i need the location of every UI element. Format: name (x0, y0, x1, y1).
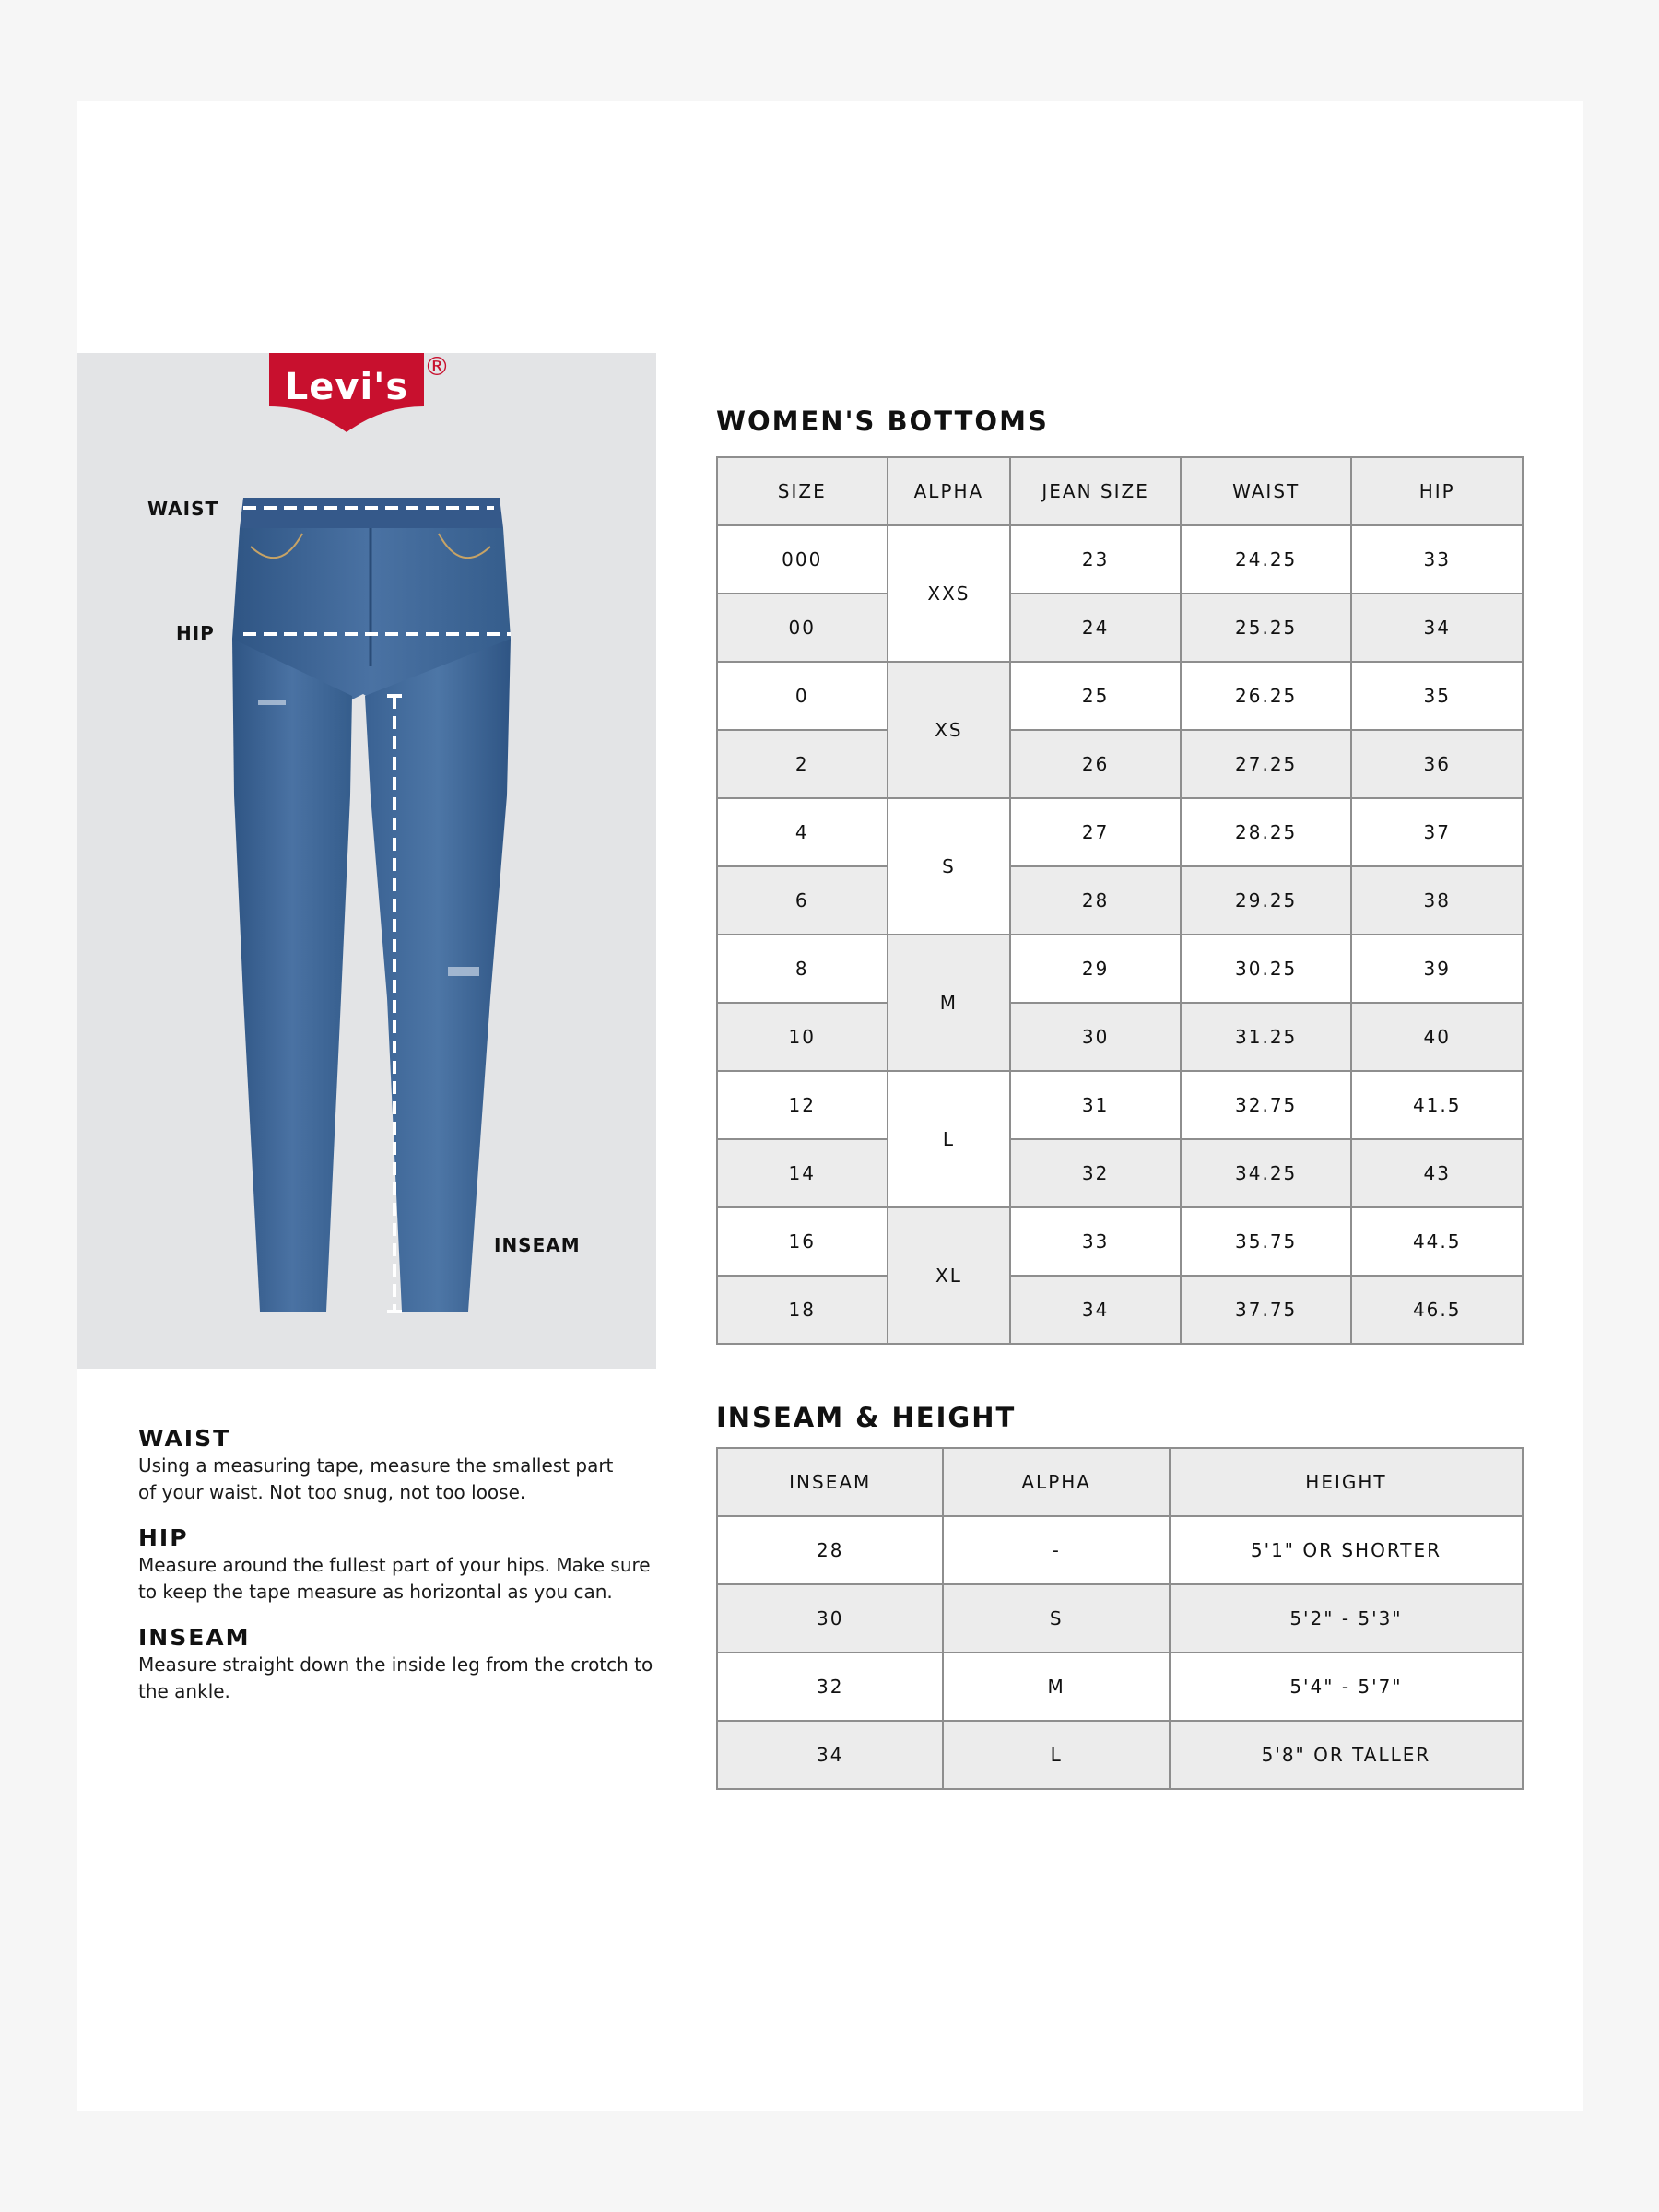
header-height: HEIGHT (1170, 1448, 1523, 1516)
table-row: 000 XXS 23 24.25 33 (717, 525, 1523, 594)
header-alpha: ALPHA (888, 457, 1011, 525)
registered-mark: ® (424, 353, 450, 382)
table-row: 28 - 5'1" OR SHORTER (717, 1516, 1523, 1584)
table-row: 8 M 29 30.25 39 (717, 935, 1523, 1003)
measuring-guide (138, 1425, 664, 1724)
header-jean-size: JEAN SIZE (1010, 457, 1181, 525)
guide-item-waist (138, 1425, 664, 1506)
guide-item-hip (138, 1524, 664, 1606)
alpha-cell: XXS (888, 525, 1011, 662)
guide-item-inseam (138, 1624, 664, 1705)
header-waist: WAIST (1181, 457, 1352, 525)
alpha-cell: L (888, 1071, 1011, 1207)
jeans-waistband (240, 498, 503, 528)
table-header-row (717, 457, 1523, 525)
guide-title: WAIST (138, 1425, 231, 1452)
table-row: 32 M 5'4" - 5'7" (717, 1653, 1523, 1721)
jeans-right-leg (365, 639, 511, 1312)
header-hip: HIP (1351, 457, 1523, 525)
alpha-cell: M (888, 935, 1011, 1071)
table-row: 30 S 5'2" - 5'3" (717, 1584, 1523, 1653)
table-row: 12 L 31 32.75 41.5 (717, 1071, 1523, 1139)
alpha-cell: XS (888, 662, 1011, 798)
alpha-cell: XL (888, 1207, 1011, 1344)
table-row: 16 XL 33 35.75 44.5 (717, 1207, 1523, 1276)
table-row: 18 34 37.75 46.5 (717, 1276, 1523, 1344)
diagram-label-hip: HIP (176, 622, 215, 644)
logo-text: Levi's (284, 366, 409, 408)
table-row: 2 26 27.25 36 (717, 730, 1523, 798)
header-alpha: ALPHA (943, 1448, 1169, 1516)
guide-title: INSEAM (138, 1624, 251, 1651)
table-row: 6 28 29.25 38 (717, 866, 1523, 935)
womens-bottoms-table (716, 456, 1524, 1345)
levis-logo (269, 353, 450, 432)
table-row: 4 S 27 28.25 37 (717, 798, 1523, 866)
inseam-height-title: INSEAM & HEIGHT (716, 1402, 1017, 1433)
guide-description: Measure straight down the inside leg from the crotch to the ankle. (138, 1653, 653, 1702)
table-row: 10 30 31.25 40 (717, 1003, 1523, 1071)
alpha-cell: S (888, 798, 1011, 935)
diagram-label-waist: WAIST (147, 498, 219, 520)
womens-bottoms-title: WOMEN'S BOTTOMS (716, 406, 1049, 437)
header-size: SIZE (717, 457, 888, 525)
table-row: 14 32 34.25 43 (717, 1139, 1523, 1207)
guide-title: HIP (138, 1524, 189, 1551)
table-row: 0 XS 25 26.25 35 (717, 662, 1523, 730)
guide-description: Using a measuring tape, measure the smallest part of your waist. Not too snug, not too loose. (138, 1454, 614, 1503)
table-row: 00 24 25.25 34 (717, 594, 1523, 662)
guide-description: Measure around the fullest part of your hips. Make sure to keep the tape measure as horizontal as you can. (138, 1554, 651, 1603)
jeans-measurement-diagram (77, 353, 656, 1369)
inseam-height-table (716, 1447, 1524, 1790)
jeans-left-leg (232, 639, 352, 1312)
table-row: 34 L 5'8" OR TALLER (717, 1721, 1523, 1789)
table-header-row (717, 1448, 1523, 1516)
header-inseam: INSEAM (717, 1448, 943, 1516)
diagram-label-inseam: INSEAM (494, 1234, 581, 1256)
